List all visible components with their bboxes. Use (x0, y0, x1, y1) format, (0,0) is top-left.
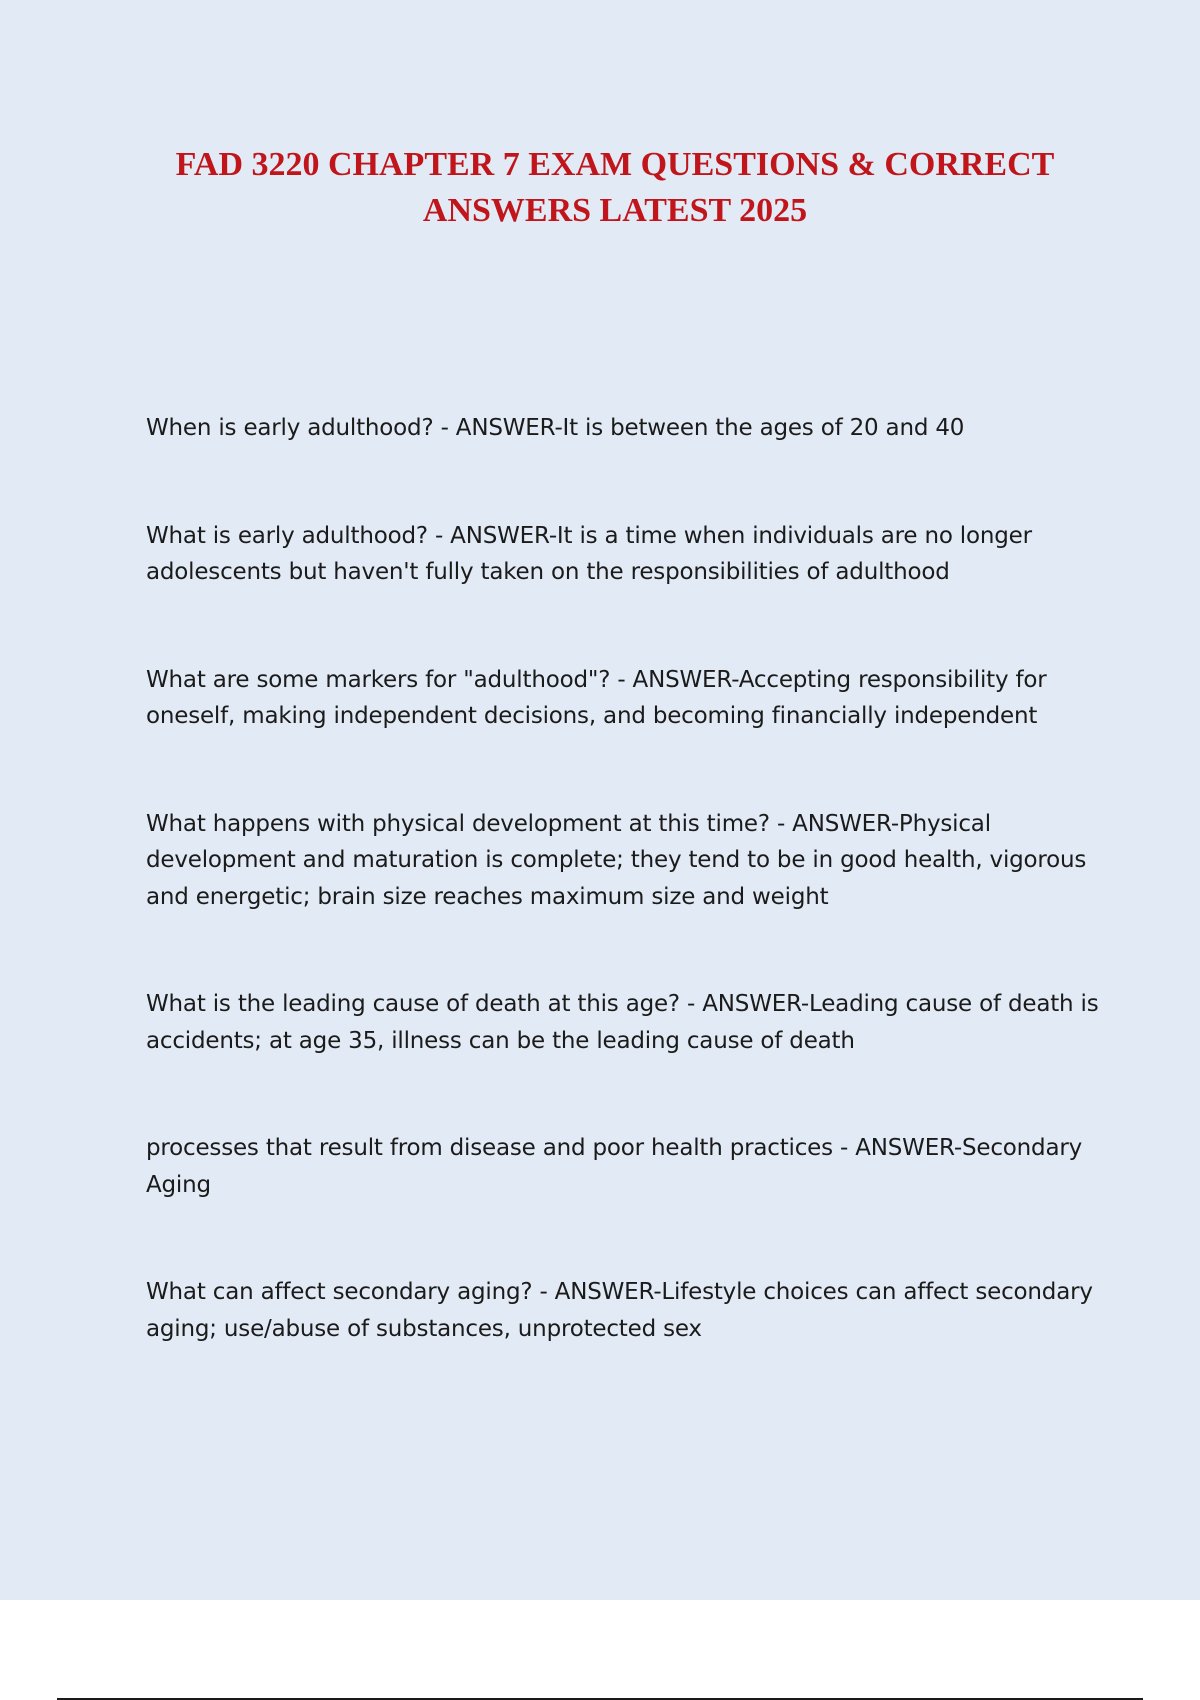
document-title: FAD 3220 CHAPTER 7 EXAM QUESTIONS & CORRECT ANSWERS LATEST 2025 (175, 146, 1055, 229)
qa-item: processes that result from disease and poor health practices - ANSWER-Secondary Aging (146, 1135, 1083, 1198)
qa-list (146, 410, 1106, 1418)
qa-item: What can affect secondary aging? - ANSWER-Lifestyle choices can affect secondary aging; use/abuse of substances, unprotected sex (146, 1279, 1093, 1342)
qa-item: When is early adulthood? - ANSWER-It is between the ages of 20 and 40 (146, 415, 965, 441)
qa-item: What is the leading cause of death at this age? - ANSWER-Leading cause of death is accidents; at age 35, illness can be the leading cause of death (146, 991, 1099, 1054)
qa-item: What are some markers for "adulthood"? - ANSWER-Accepting responsibility for oneself, making independent decisions, and becoming financially independent (146, 666, 1047, 729)
qa-item: What is early adulthood? - ANSWER-It is a time when individuals are no longer adolescents but haven't fully taken on the responsibilities of adulthood (146, 522, 1032, 585)
qa-item: What happens with physical development at this time? - ANSWER-Physical development and maturation is complete; they tend to be in good health, vigorous and energetic; brain size reaches maximum size and weight (146, 810, 1087, 910)
